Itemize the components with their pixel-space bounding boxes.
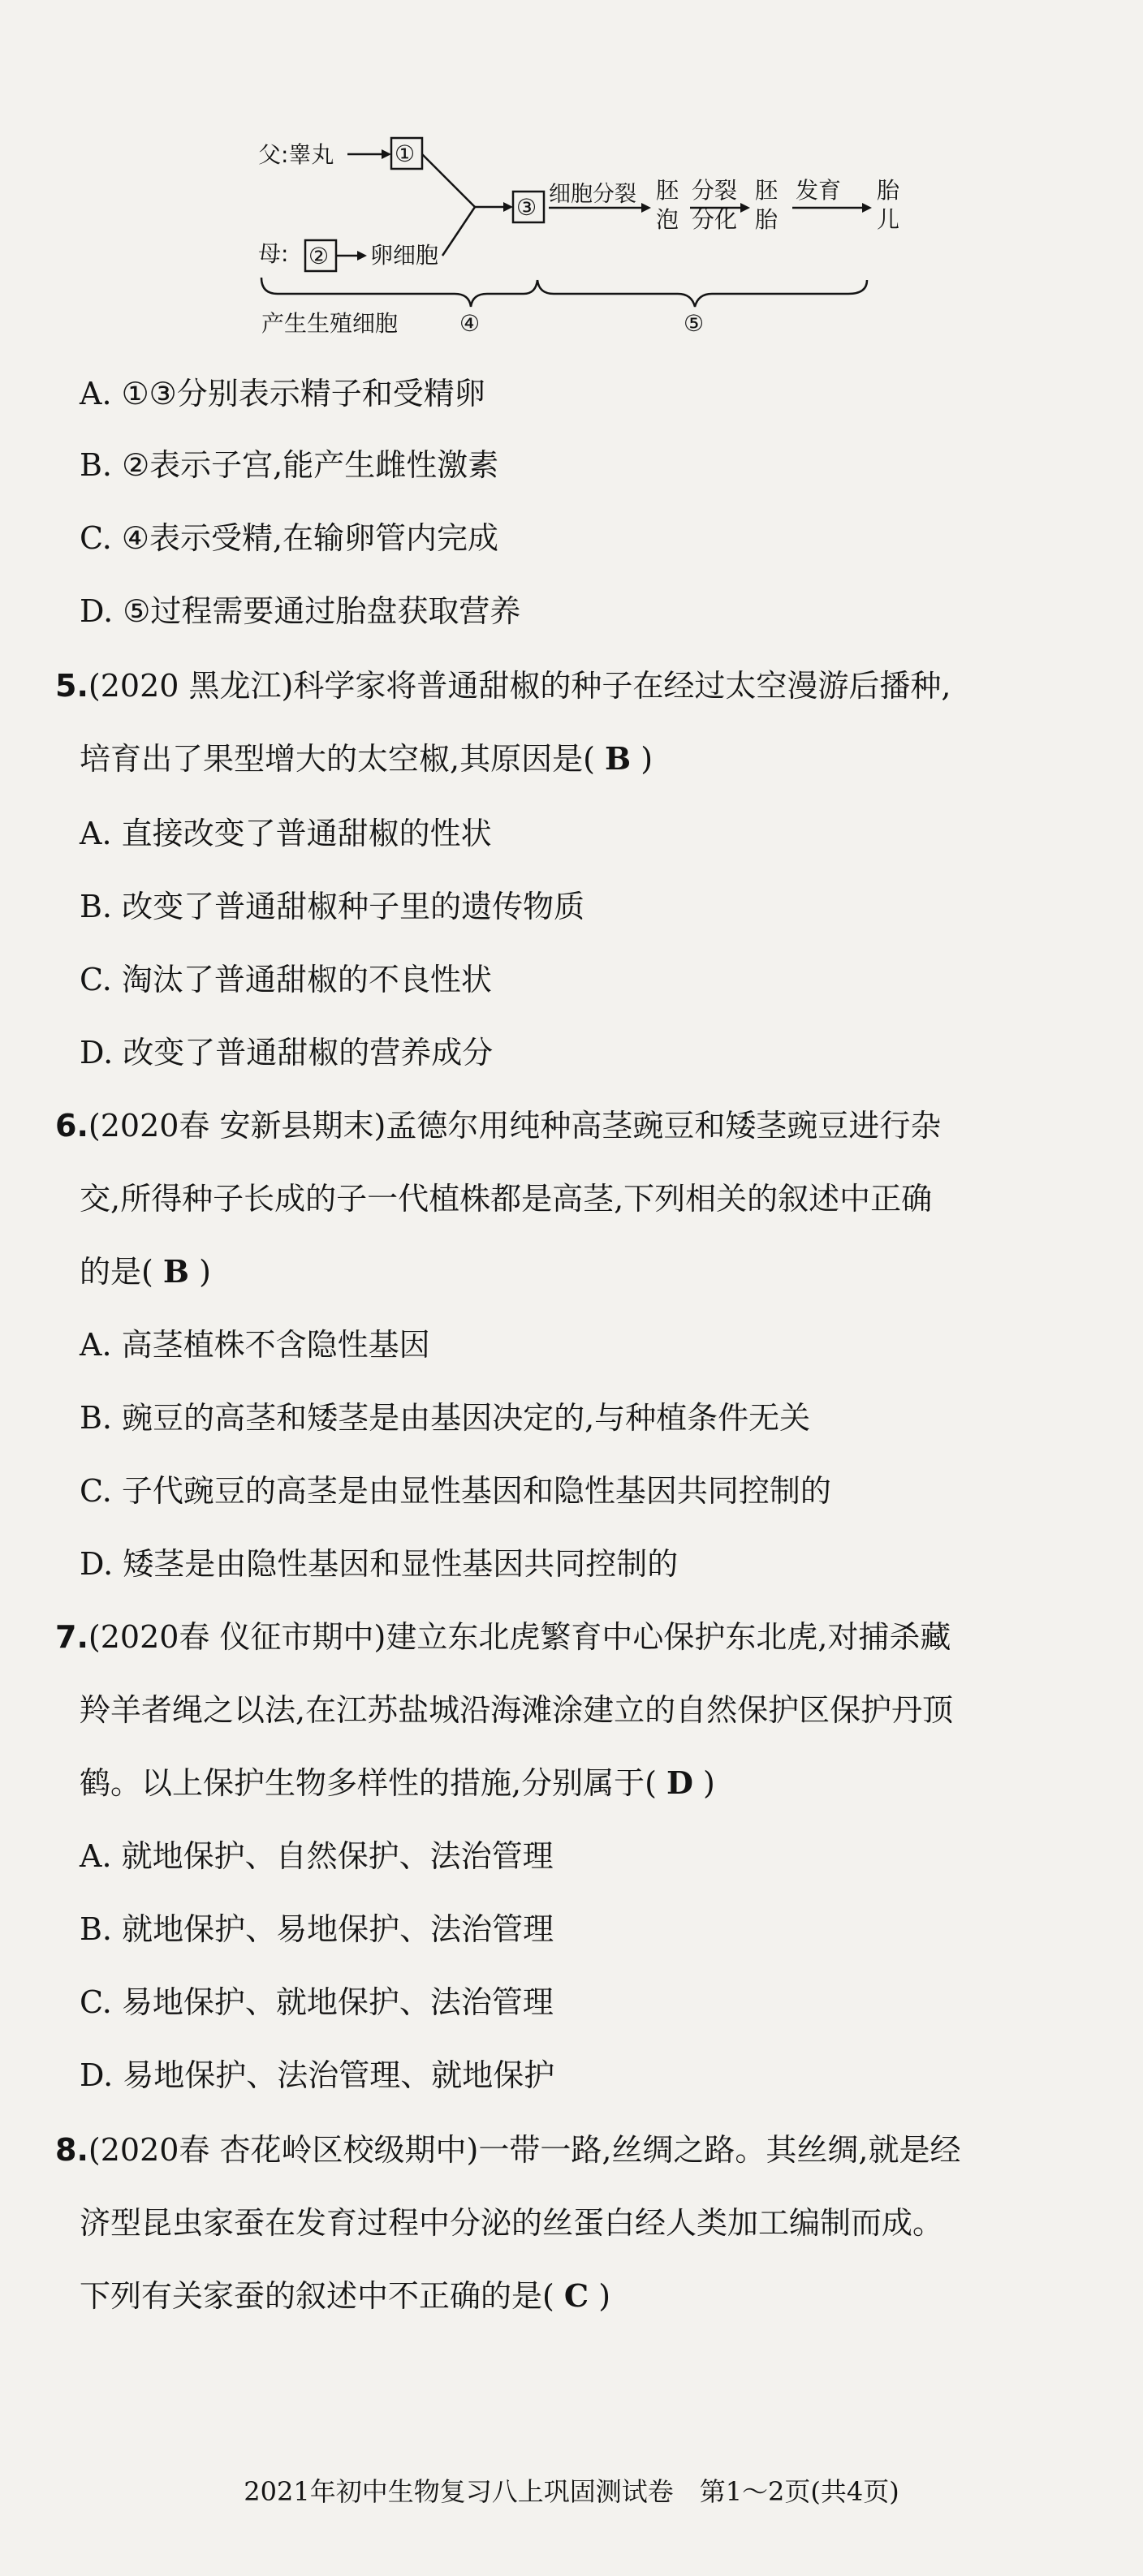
reproduction-diagram [0,0,1143,357]
q8-answer: C [563,2277,589,2314]
box-3-label: ③ [516,194,537,221]
division-label: 细胞分裂 [549,182,636,207]
q4-option-c: C. ④表示受精,在输卵管内完成 [80,520,499,556]
differentiation-bottom: 分化 [692,206,738,233]
blastula-bottom: 泡 [656,206,679,233]
q7-option-c: C. 易地保护、就地保护、法治管理 [80,1984,554,2020]
q7-stem-line1: 7.(2020春 仪征市期中)建立东北虎繁育中心保护东北虎,对捕杀藏 [55,1619,951,1655]
q6-option-d: D. 矮茎是由隐性基因和显性基因共同控制的 [80,1546,679,1582]
embryo-bottom: 胎 [755,206,779,233]
q4-option-d: D. ⑤过程需要通过胎盘获取营养 [80,593,521,629]
q8-stem-line2: 济型昆虫家蚕在发育过程中分泌的丝蛋白经人类加工编制而成。 [80,2205,944,2241]
q7-option-b: B. 就地保护、易地保护、法治管理 [80,1911,554,1947]
q6-answer: B [162,1253,190,1290]
diagram-father-label: 父:睾丸 [258,141,334,168]
q5-stem-line1: 5.(2020 黑龙江)科学家将普通甜椒的种子在经过太空漫游后播种, [55,668,951,704]
label-5: ⑤ [684,310,705,337]
q5-stem-line2: 培育出了果型增大的太空椒,其原因是( B ) [80,740,653,777]
fetus-top: 胎 [877,177,900,204]
q7-answer: D [666,1764,693,1801]
differentiation-top: 分裂 [692,177,738,204]
q6-number: 6. [55,1108,88,1144]
q4-option-a: A. ①③分别表示精子和受精卵 [80,376,485,411]
gametes-label: 产生生殖细胞 [261,310,399,337]
q8-stem-line1: 8.(2020春 杏花岭区校级期中)一带一路,丝绸之路。其丝绸,就是经 [55,2132,961,2168]
q6-option-a: A. 高茎植株不含隐性基因 [80,1327,430,1363]
brace-5 [537,280,867,307]
q7-stem-line3: 鹤。以上保护生物多样性的措施,分别属于( D ) [80,1764,715,1801]
box-2-label: ② [308,243,330,269]
diagram-mother-label: 母: [258,240,289,267]
blastula-top: 胚 [656,177,679,204]
embryo-top: 胚 [755,177,779,204]
develop-label: 发育 [796,177,842,204]
fetus-bottom: 儿 [877,206,900,233]
q5-option-c: C. 淘汰了普通甜椒的不良性状 [80,962,492,997]
q8-stem-line3: 下列有关家蚕的叙述中不正确的是( C ) [80,2277,611,2314]
q7-stem-line2: 羚羊者绳之以法,在江苏盐城沿海滩涂建立的自然保护区保护丹顶 [80,1692,954,1728]
q7-number: 7. [55,1619,88,1655]
q6-stem-line3: 的是( B ) [80,1253,211,1290]
q7-option-a: A. 就地保护、自然保护、法治管理 [80,1838,554,1874]
box-1-label: ① [395,140,416,167]
q7-option-d: D. 易地保护、法治管理、就地保护 [80,2057,555,2093]
q5-number: 5. [55,668,88,704]
q6-stem-line1: 6.(2020春 安新县期末)孟德尔用纯种高茎豌豆和矮茎豌豆进行杂 [55,1108,942,1144]
q6-option-c: C. 子代豌豆的高茎是由显性基因和隐性基因共同控制的 [80,1473,831,1509]
q5-option-b: B. 改变了普通甜椒种子里的遗传物质 [80,889,585,924]
egg-cell-label: 卵细胞 [370,242,439,269]
q6-stem-line2: 交,所得种子长成的子一代植株都是高茎,下列相关的叙述中正确 [80,1181,933,1217]
q6-option-b: B. 豌豆的高茎和矮茎是由基因决定的,与种植条件无关 [80,1400,811,1436]
q5-option-a: A. 直接改变了普通甜椒的性状 [80,816,492,851]
q5-option-d: D. 改变了普通甜椒的营养成分 [80,1035,494,1070]
q5-answer: B [605,740,632,777]
label-4: ④ [459,310,481,337]
q4-option-b: B. ②表示子宫,能产生雌性激素 [80,447,499,483]
page-footer: 2021年初中生物复习八上巩固测试卷 第1～2页(共4页) [244,2476,899,2507]
brace-4 [261,278,537,307]
q8-number: 8. [55,2132,88,2168]
